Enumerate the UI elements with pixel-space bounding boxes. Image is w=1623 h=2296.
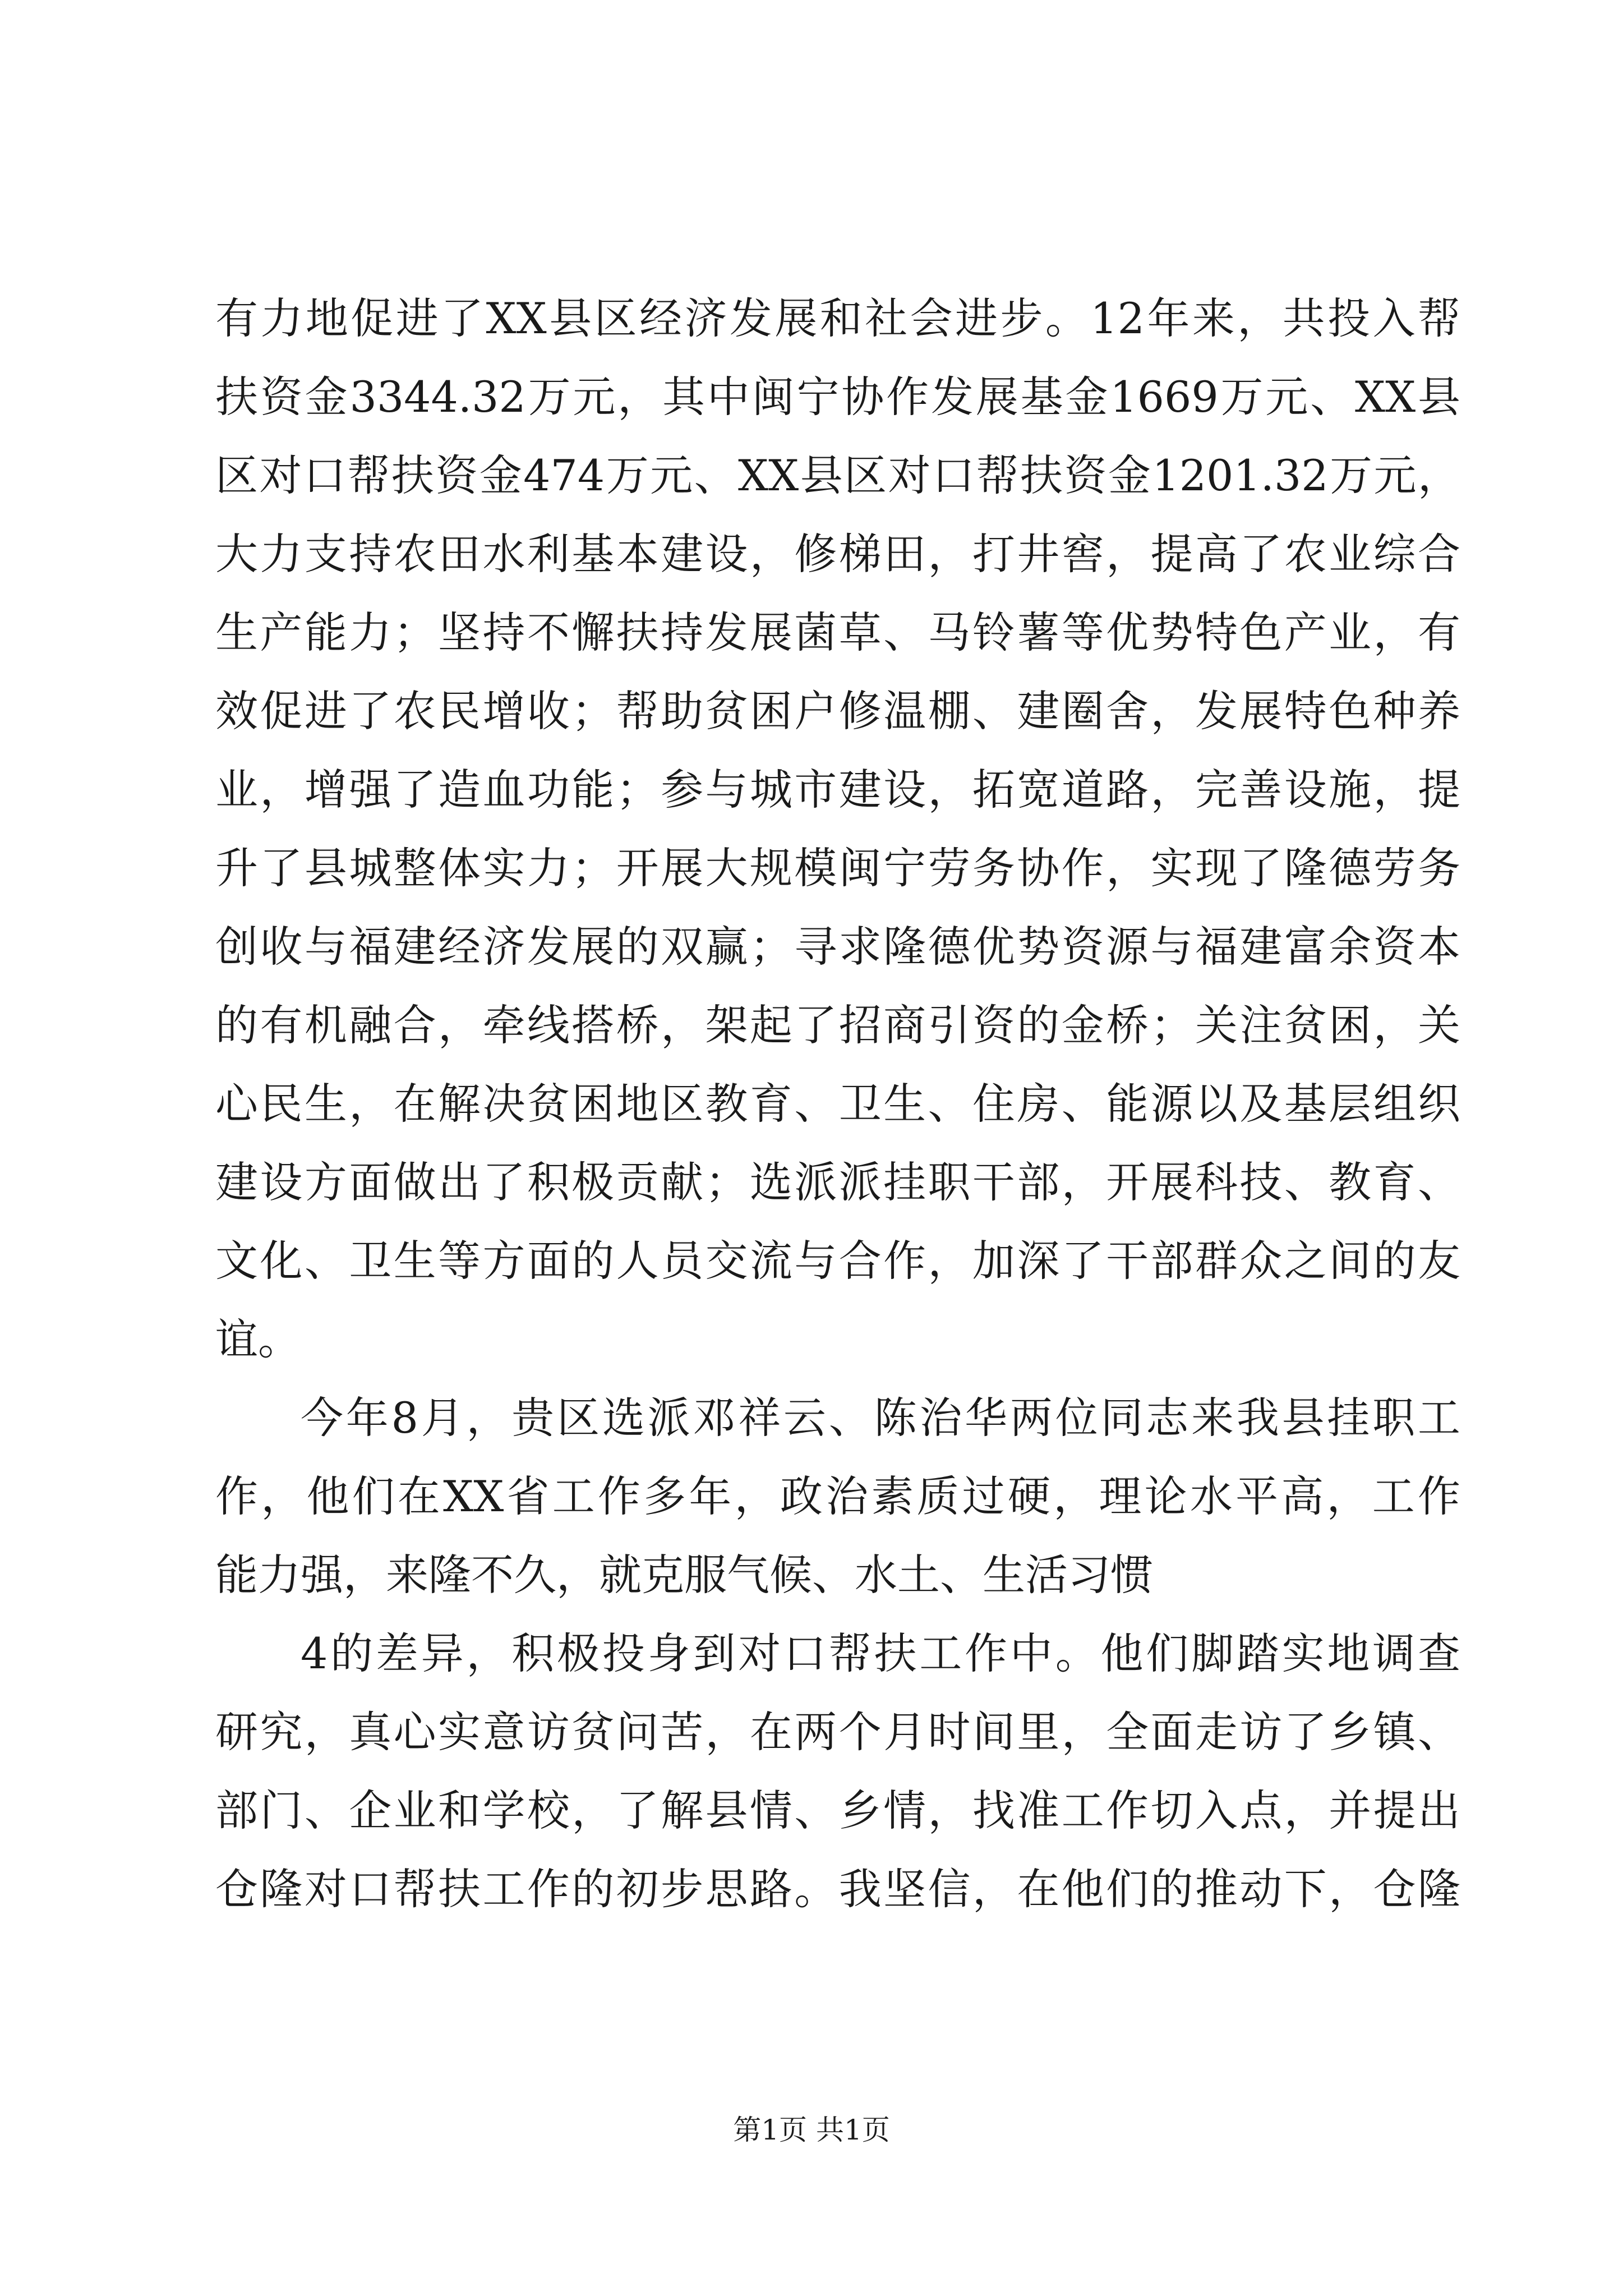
page-number: 第1页 共1页 — [733, 2114, 890, 2146]
text-line: 创收与福建经济发展的双赢；寻求隆德优势资源与福建富余资本 — [215, 922, 1460, 972]
text-line: 大力支持农田水利基本建设，修梯田，打井窖，提高了农业综合 — [215, 529, 1460, 579]
paragraph-first-line: 4的差异，积极投身到对口帮扶工作中。他们脚踏实地调查 — [301, 1628, 1460, 1678]
text-line: 文化、卫生等方面的人员交流与合作，加深了干部群众之间的友 — [215, 1236, 1460, 1286]
text-line: 升了县城整体实力；开展大规模闽宁劳务协作，实现了隆德劳务 — [215, 843, 1460, 893]
text-line: 区对口帮扶资金474万元、XX县区对口帮扶资金1201.32万元， — [215, 450, 1460, 500]
text-line: 作，他们在XX省工作多年，政治素质过硬，理论水平高，工作 — [215, 1471, 1460, 1521]
text-line: 业，增强了造血功能；参与城市建设，拓宽道路，完善设施，提 — [215, 765, 1460, 815]
paragraph-end-line: 能力强，来隆不久，就克服气候、水土、生活习惯 — [215, 1550, 1153, 1600]
text-line: 研究，真心实意访贫问苦，在两个月时间里，全面走访了乡镇、 — [215, 1707, 1460, 1757]
text-line: 扶资金3344.32万元，其中闽宁协作发展基金1669万元、XX县 — [215, 372, 1460, 422]
text-line: 心民生，在解决贫困地区教育、卫生、住房、能源以及基层组织 — [215, 1079, 1460, 1129]
text-line: 建设方面做出了积极贡献；选派派挂职干部，开展科技、教育、 — [215, 1157, 1460, 1207]
text-line: 效促进了农民增收；帮助贫困户修温棚、建圈舍，发展特色种养 — [215, 686, 1460, 736]
paragraph-end-line: 谊。 — [215, 1314, 301, 1364]
paragraph-first-line: 今年8月，贵区选派邓祥云、陈治华两位同志来我县挂职工 — [301, 1393, 1460, 1443]
text-line: 的有机融合，牵线搭桥，架起了招商引资的金桥；关注贫困，关 — [215, 1000, 1460, 1050]
text-line: 仓隆对口帮扶工作的初步思路。我坚信，在他们的推动下，仓隆 — [215, 1864, 1460, 1914]
text-line: 部门、企业和学校，了解县情、乡情，找准工作切入点，并提出 — [215, 1786, 1460, 1835]
text-line: 有力地促进了XX县区经济发展和社会进步。12年来，共投入帮 — [215, 293, 1460, 343]
text-line: 生产能力；坚持不懈扶持发展菌草、马铃薯等优势特色产业，有 — [215, 608, 1460, 657]
